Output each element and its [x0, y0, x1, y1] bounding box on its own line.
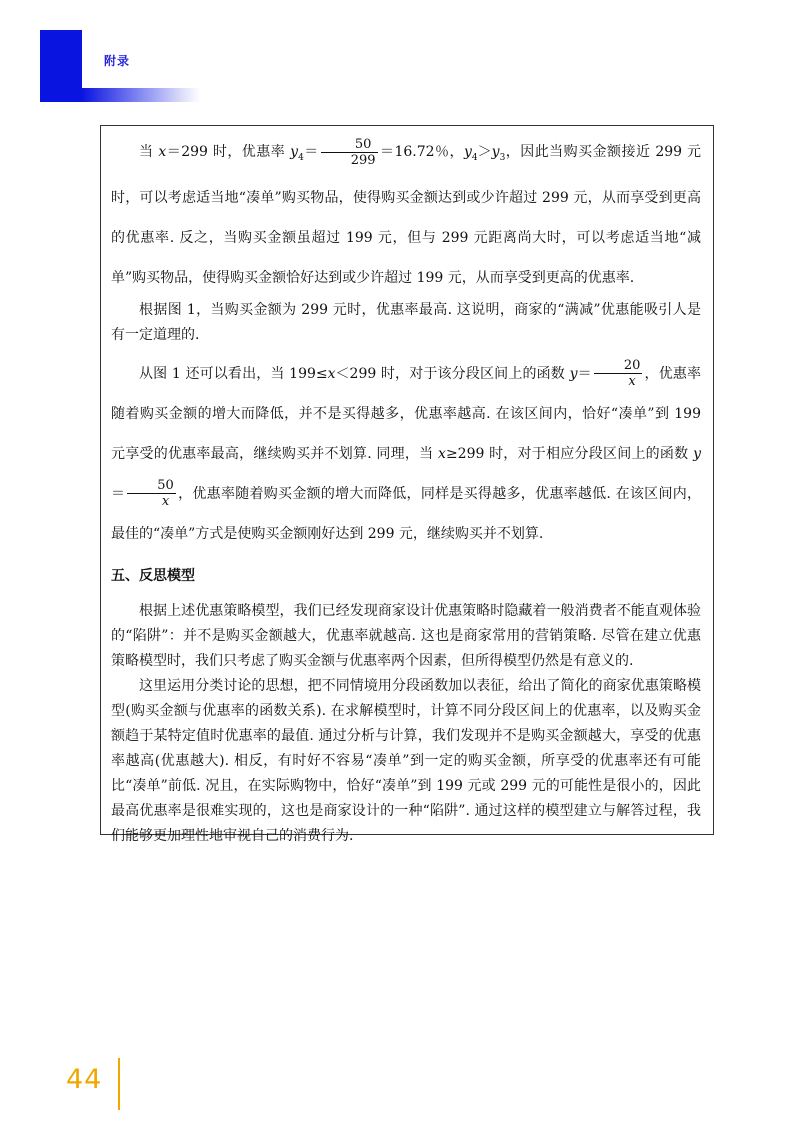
math-subscript: 4: [471, 152, 478, 163]
text-run: ＝: [303, 144, 319, 160]
math-var: y: [290, 144, 299, 160]
fraction-50-299: [321, 137, 378, 168]
text-run: ＝16.72％，: [379, 144, 464, 160]
page-number-divider: [118, 1058, 120, 1110]
section-label: 附录: [104, 54, 131, 68]
text-run: ＝299 时，优惠率: [166, 144, 291, 160]
math-var: x: [327, 365, 336, 382]
paragraph-2: 根据图 1，当购买金额为 299 元时，优惠率最高. 这说明，商家的“满减”优惠能吸引人是有一定道理的.: [111, 301, 701, 343]
fraction-numerator: 50: [321, 137, 378, 153]
text-run: ，优惠率随着购买金额的增大而降低，同样是买得越多，优惠率越低. 在该区间内，最佳的“凑单”方式是使购买金额刚好达到 299 元，继续购买并不划算.: [111, 485, 701, 542]
math-var: y: [693, 445, 701, 462]
text-run: ＝: [577, 365, 592, 382]
math-var: x: [158, 144, 167, 160]
math-subscript: 4: [298, 152, 304, 163]
fraction-numerator: 20: [594, 358, 643, 374]
paragraph-3: [111, 354, 701, 554]
text-run: ＜299 时，对于该分段区间上的函数: [335, 365, 570, 382]
paragraph-4: 根据上述优惠策略模型，我们已经发现商家设计优惠策略时隐藏着一般消费者不能直观体验的“陷阱”：并不是购买金额越大，优惠率就越高. 这也是商家常用的营销策略. 尽管在建立优惠策略模型时，我们只考虑了购买金额与优惠率两个因素，但所得模型仍然是有意义的.: [111, 602, 701, 669]
math-var: y: [491, 144, 500, 160]
fraction-denominator: x: [628, 374, 636, 390]
text-run: ≥299 时，对于相应分段区间上的函数: [445, 445, 694, 462]
math-var: x: [438, 445, 446, 462]
text-run: 当: [139, 144, 159, 160]
content-box: [100, 125, 714, 844]
math-subscript: 3: [499, 152, 506, 163]
fraction-denominator: x: [161, 494, 170, 510]
fraction-50-x: [127, 478, 176, 509]
text-run: ，优惠率随着购买金额的增大而降低，并不是买得越多，优惠率越高. 在该区间内，恰好“凑单”到 199 元享受的优惠率最高，继续购买并不划算. 同理，当: [111, 365, 702, 462]
paragraph-1: [111, 132, 701, 298]
text-run: ＝: [111, 485, 126, 502]
paragraph-5: 这里运用分类讨论的思想，把不同情境用分段函数加以表征，给出了简化的商家优惠策略模型(购买金额与优惠率的函数关系). 在求解模型时，计算不同分段区间上的优惠率，以及购买金额趋于某特定值时优惠率的最值. 通过分析与计算，我们发现并不是购买金额越大，享受的优惠率越高(优惠越大). 相反，有时好不容易“凑单”到一定的购买金额，所享受的优惠率还有可能比“凑单”前低. 况且，在实际购物中，恰好“凑单”到 199 元或 299 元的可能性是很小的，因此最高优惠率是很难实现的，这也是商家设计的一种“陷阱”. 通过这样的模型建立与解答过程，我们能够更加理性地审视自己的消费行为.: [111, 677, 701, 844]
fraction-numerator: 50: [127, 478, 176, 494]
text-run: ，因此当购买金额接近 299 元时，可以考虑适当地“凑单”购买物品，使得购买金额达到或少许超过 299 元，从而享受到更高的优惠率. 反之，当购买金额虽超过 199 元，但与 299 元距离尚大时，可以考虑适当地“减单”购买物品，使得购买金额恰好达到或少许超过 199 元，从而享受到更高的优惠率.: [111, 144, 701, 286]
math-var: y: [463, 144, 472, 160]
text-run: ＞: [477, 144, 492, 160]
fraction-denominator: 299: [350, 152, 376, 168]
section-heading: 五、反思模型: [111, 567, 195, 584]
fraction-20-x: [594, 358, 643, 389]
text-run: 从图 1 还可以看出，当 199≤: [139, 365, 328, 382]
math-var: y: [569, 365, 578, 382]
header-tab-panel: [82, 30, 202, 88]
page-number: 44: [66, 1064, 103, 1095]
